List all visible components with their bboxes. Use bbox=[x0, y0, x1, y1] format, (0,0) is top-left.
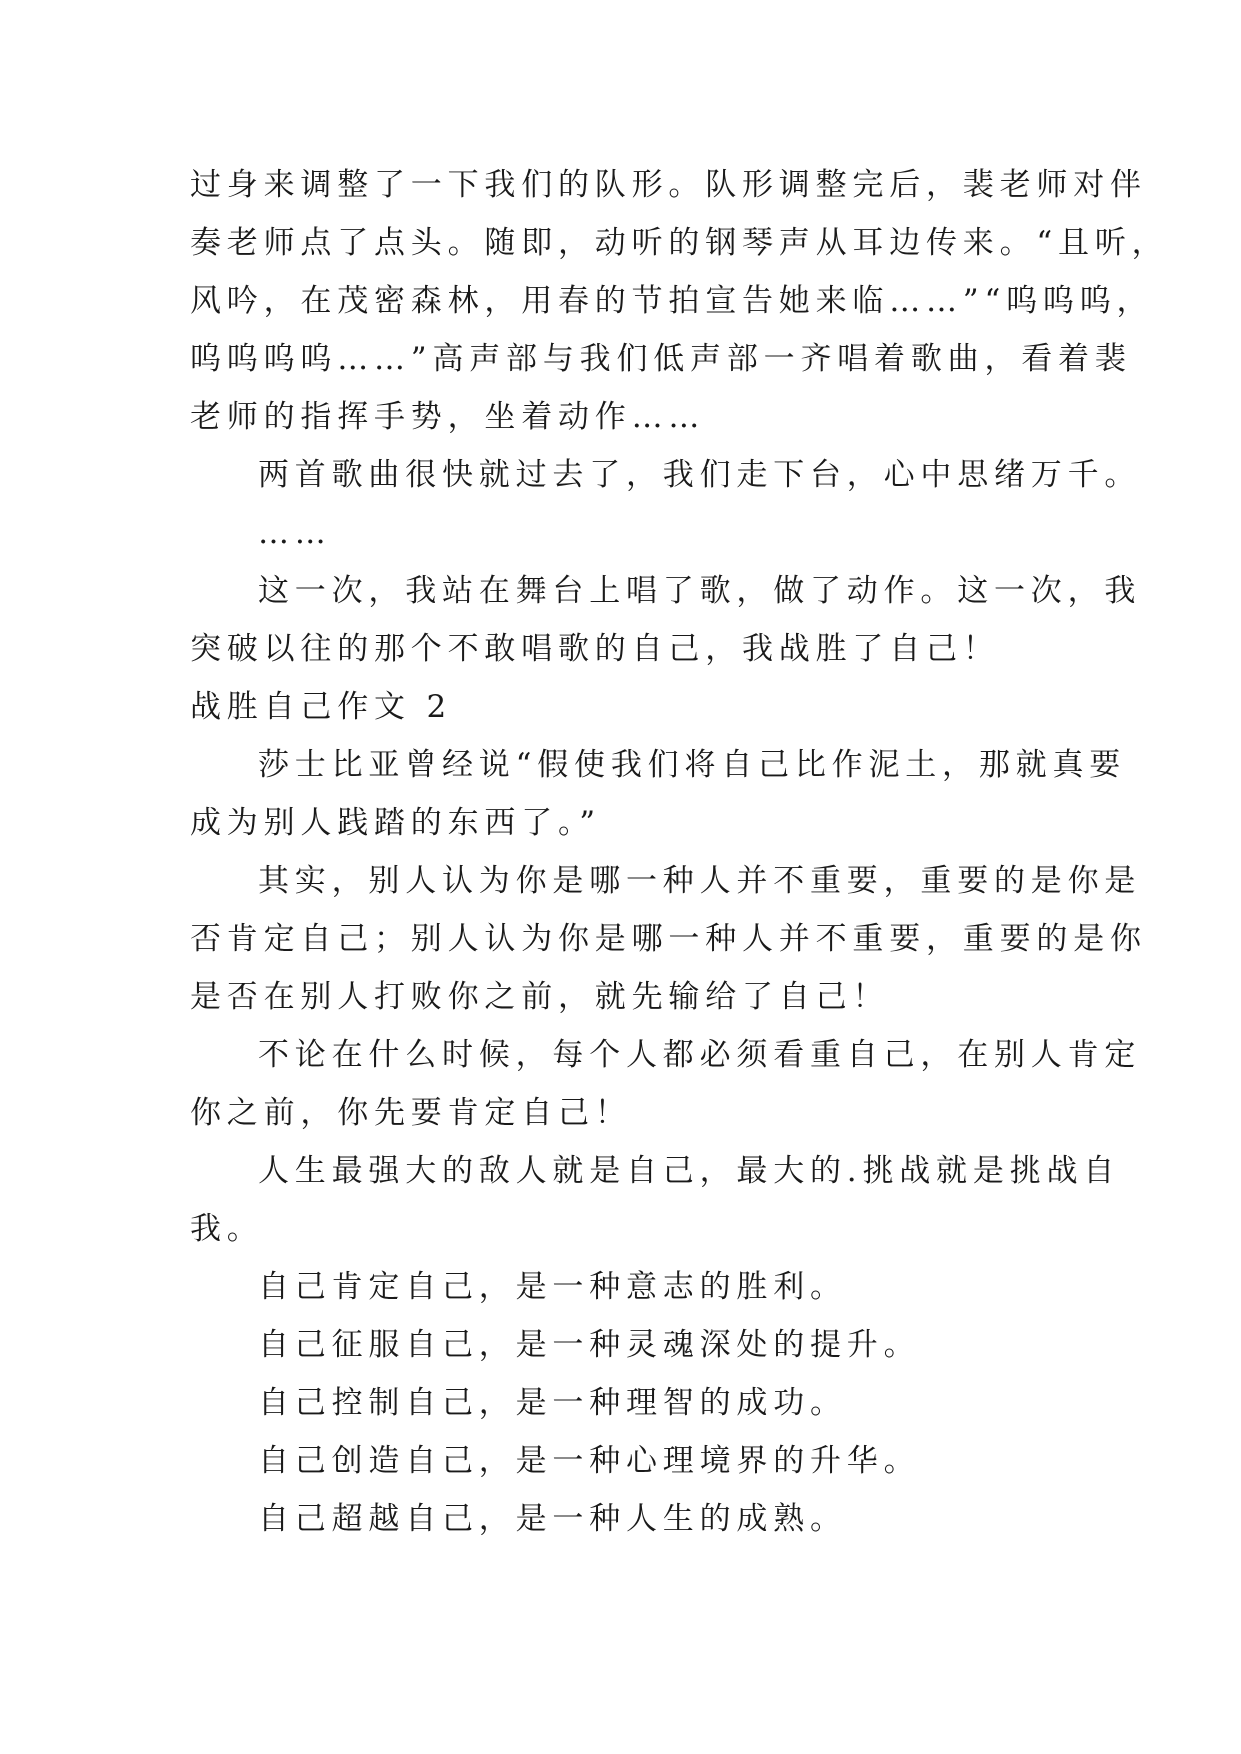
paragraph-line-21: 自己征服自己，是一种灵魂深处的提升。 bbox=[258, 1327, 921, 1363]
paragraph-line-23: 自己创造自己，是一种心理境界的升华。 bbox=[258, 1443, 921, 1479]
text-line-9: 突破以往的那个不敢唱歌的自己，我战胜了自己！ bbox=[190, 631, 1000, 667]
paragraph-line-13: 其实，别人认为你是哪一种人并不重要，重要的是你是 bbox=[258, 863, 1142, 899]
paragraph-line-11: 莎士比亚曾经说“假使我们将自己比作泥土，那就真要 bbox=[258, 747, 1127, 783]
paragraph-line-6: 两首歌曲很快就过去了，我们走下台，心中思绪万千。 bbox=[258, 457, 1142, 493]
paragraph-line-22: 自己控制自己，是一种理智的成功。 bbox=[258, 1385, 847, 1421]
text-line-4: 呜呜呜呜……”高声部与我们低声部一齐唱着歌曲，看着裴 bbox=[190, 341, 1132, 377]
text-line-12: 成为别人践踏的东西了。” bbox=[190, 805, 601, 841]
text-line-2: 奏老师点了点头。随即，动听的钢琴声从耳边传来。“且听， bbox=[190, 225, 1169, 261]
essay-heading: 战胜自己作文 2 bbox=[190, 689, 452, 725]
ellipsis-line: …… bbox=[258, 515, 332, 551]
paragraph-line-16: 不论在什么时候，每个人都必须看重自己，在别人肯定 bbox=[258, 1037, 1142, 1073]
text-line-14: 否肯定自己；别人认为你是哪一种人并不重要，重要的是你 bbox=[190, 921, 1147, 957]
paragraph-line-20: 自己肯定自己，是一种意志的胜利。 bbox=[258, 1269, 847, 1305]
paragraph-line-8: 这一次，我站在舞台上唱了歌，做了动作。这一次，我 bbox=[258, 573, 1142, 609]
text-line-17: 你之前，你先要肯定自己！ bbox=[190, 1095, 632, 1131]
paragraph-line-18: 人生最强大的敌人就是自己，最大的.挑战就是挑战自 bbox=[258, 1153, 1121, 1189]
paragraph-line-24: 自己超越自己，是一种人生的成熟。 bbox=[258, 1501, 847, 1537]
text-line-1: 过身来调整了一下我们的队形。队形调整完后，裴老师对伴 bbox=[190, 167, 1147, 203]
text-line-5: 老师的指挥手势，坐着动作…… bbox=[190, 399, 706, 435]
text-line-15: 是否在别人打败你之前，就先输给了自己！ bbox=[190, 979, 890, 1015]
text-line-3: 风吟，在茂密森林，用春的节拍宣告她来临……”“呜呜呜， bbox=[190, 283, 1154, 319]
text-line-19: 我。 bbox=[190, 1211, 264, 1247]
